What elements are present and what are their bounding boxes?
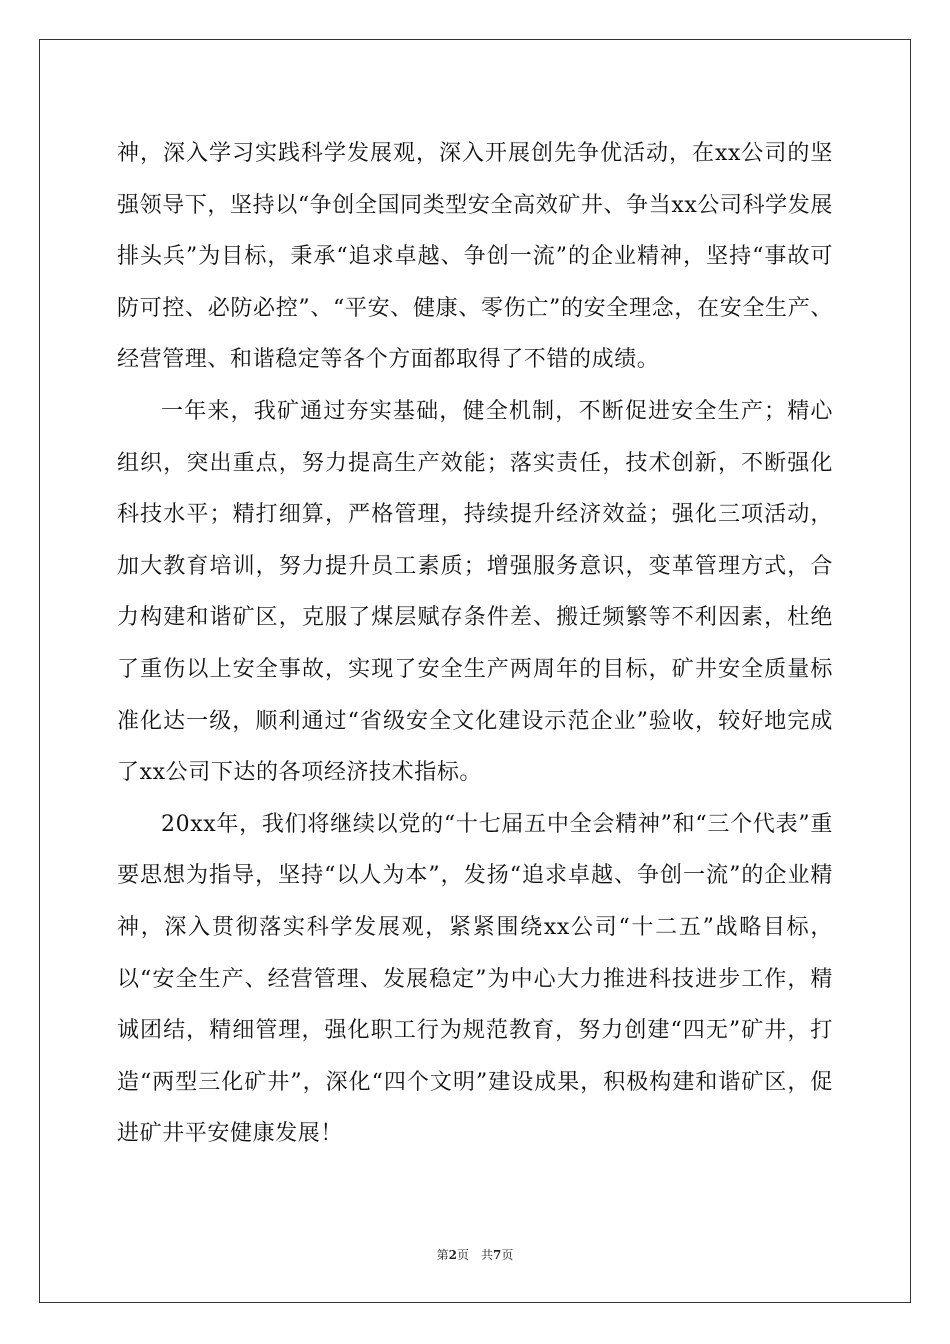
paragraph-3: 20xx年，我们将继续以党的“十七届五中全会精神”和“三个代表”重要思想为指导，坚持“以人为本”，发扬“追求卓越、争创一流”的企业精神，深入贯彻落实科学发展观，紧紧围绕xx公司“十二五”战略目标，以“安全生产、经营管理、发展稳定”为中心大力推进科技进步工作，精诚团结，精细管理，强化职工行为规范教育，努力创建“四无”矿井，打造“两型三化矿井”，深化“四个文明”建设成果，积极构建和谐矿区，促进矿井平安健康发展！ [117, 811, 833, 1147]
paragraph-2: 一年来，我矿通过夯实基础，健全机制，不断促进安全生产；精心组织，突出重点，努力提高生产效能；落实责任，技术创新，不断强化科技水平；精打细算，严格管理，持续提升经济效益；强化三项活动，加大教育培训，努力提升员工素质；增强服务意识，变革管理方式，合力构建和谐矿区，克服了煤层赋存条件差、搬迁频繁等不利因素，杜绝了重伤以上安全事故，实现了安全生产两周年的目标，矿井安全质量标准化达一级，顺利通过“省级安全文化建设示范企业”验收，较好地完成了xx公司下达的各项经济技术指标。 [117, 398, 833, 786]
page-footer [0, 1247, 950, 1263]
total-page-number: 7 [493, 1248, 502, 1262]
total-suffix: 页 [501, 1248, 514, 1262]
current-page-number: 2 [448, 1248, 457, 1262]
page-prefix: 第 [436, 1248, 449, 1262]
total-prefix: 共 [481, 1248, 494, 1262]
paragraph-1: 神，深入学习实践科学发展观，深入开展创先争优活动，在xx公司的坚强领导下，坚持以“争创全国同类型安全高效矿井、争当xx公司科学发展排头兵”为目标，秉承“追求卓越、争创一流”的企业精神，坚持“事故可防可控、必防必控”、“平安、健康、零伤亡”的安全理念，在安全生产、经营管理、和谐稳定等各个方面都取得了不错的成绩。 [117, 141, 833, 373]
page-suffix: 页 [456, 1248, 469, 1262]
document-body [117, 128, 833, 1160]
